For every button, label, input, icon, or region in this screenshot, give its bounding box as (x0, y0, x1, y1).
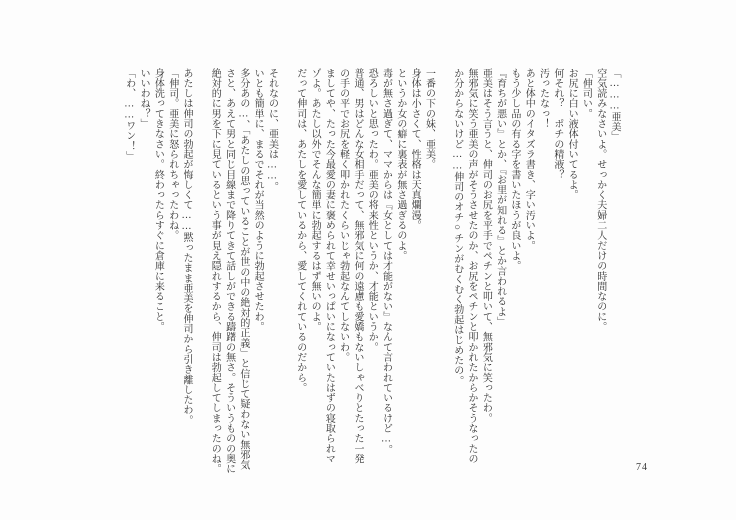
text-line: 「………亜美」 (609, 68, 620, 143)
text-line: 『育ちが悪い』とか、『お里が知れる』とか言われるよ」 (494, 68, 506, 327)
text-line: 一番の下の妹、亜美。 (423, 68, 435, 170)
text-line: それなのに、亜美は……。 (266, 68, 278, 192)
vertical-text-area (122, 68, 622, 476)
text-line: 「わ、……ワン！」 (123, 68, 135, 162)
text-line: さと、あえて男と同じ目線まで降りてきて話しができる躊躇の無さ。そういうものの奥に (223, 68, 235, 474)
text-line: 絶対的に男を下に見ているという事が見え隠れするから、伸司は勃起してしまったのね。 (209, 68, 221, 474)
text-line: 身体洗ってきなさい。終わったらすぐに倉庫に来ること。 (152, 68, 164, 332)
text-line: 「伸司。亜美に怒られちゃったわね。 (166, 68, 178, 241)
paragraph-group-4 (122, 68, 193, 476)
text-line: 毒が無さ過ぎて、ママからは『女としては才能がない』なんて言われているけど…。 (380, 68, 392, 455)
text-line: 空気読みなさいよ。せっかく夫婦二人だけの時間なのに。 (594, 68, 606, 332)
text-line: 亜美はそう言うと、伸司のお尻を平手でペチンと叩いて、無邪気に笑ったわ。 (480, 68, 492, 424)
text-line: ゾよ。あたし以外でそんな簡単に勃起するはず無いのよ。 (309, 68, 321, 332)
text-line: 身体は小さくて、性格は天真爛漫。 (409, 68, 421, 231)
text-line: だって伸司は、あたしを愛しているから、愛してくれているのだから。 (294, 68, 306, 393)
paragraph-group-3 (207, 68, 278, 476)
text-line: いとも簡単に、まるでそれが当然のように勃起させたわ。 (252, 68, 264, 332)
text-line: ましてや、たった今最愛の妻に褒められて幸せいっぱいになっていたはずの寝取られマ (323, 68, 335, 464)
text-line: の手の平でお尻を軽く叩かれたくらいじゃ勃起なんてしないわ。 (337, 68, 349, 363)
text-line: というか女の癖に裏表が無さ過ぎるのよ。 (394, 68, 406, 261)
text-line: 多分あの…、「あたしの思っていることが世の中の絶対的正義」と信じて疑わない無邪気 (237, 68, 249, 470)
page-number: 74 (636, 462, 648, 473)
text-line: 普通、男はどんな女相手だって、無邪気に何の遠慮も愛嬌もないしゃべりとたった一発 (351, 68, 363, 464)
text-line: 何それ？ ポチの精液？ (551, 68, 563, 180)
text-line: 無邪気に笑う亜美の声がそうさせたのか、お尻をペチンと叩かれたからかそうなったの (466, 68, 478, 464)
text-line: もう少し品の有る字を書いたほうが良いよ。 (508, 68, 520, 271)
text-line: お尻に白い液体付いてるよ。 (566, 68, 578, 200)
paragraph-group-2 (292, 68, 435, 476)
text-line: いいわね？」 (138, 68, 150, 129)
paragraph-group-1 (449, 68, 621, 476)
text-line: 恐ろしいと思ったわ。亜美の将来性というか、才能というか。 (366, 68, 378, 353)
text-line: あと体中のイタズラ書き、字い汚いよ。 (523, 68, 535, 251)
text-line: か分からないけど……伸司のオチ○チンがむくむく勃起はじめたの。 (451, 68, 463, 386)
text-line: あたしは伸司の勃起が悔しくて……黙ったまま亜美を伸司から引き離したわ。 (180, 68, 192, 426)
text-line: 汚ったなっ！ (537, 68, 549, 129)
text-line: 「伸司い。 (580, 68, 592, 119)
